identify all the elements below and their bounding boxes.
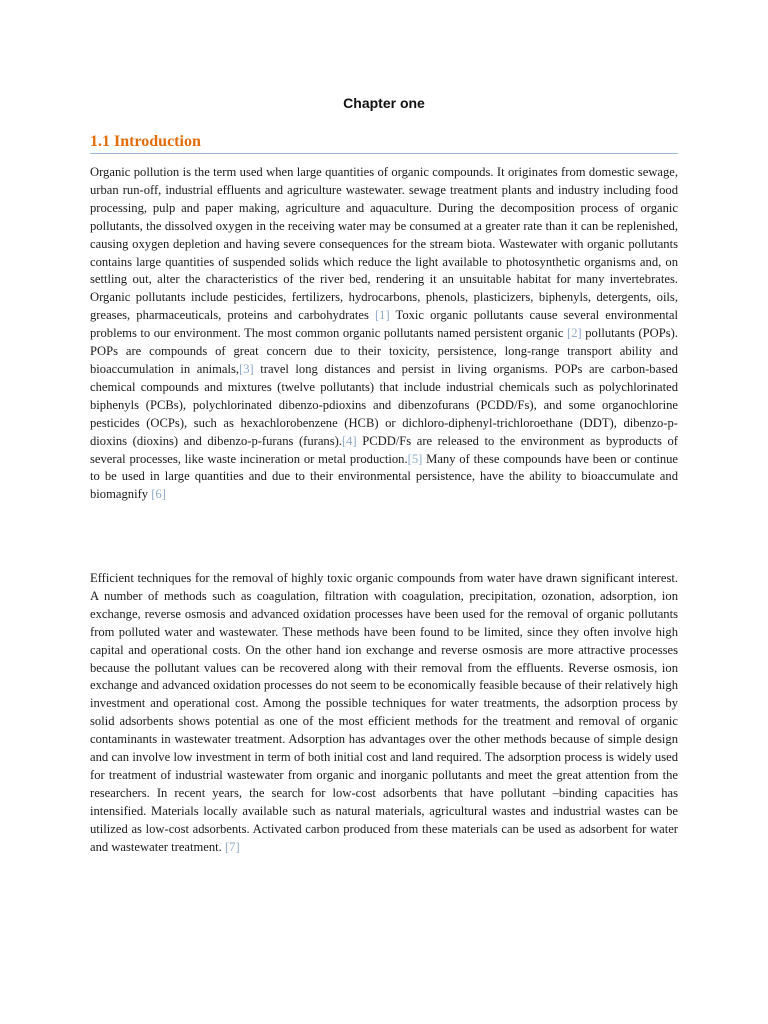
citation-link[interactable]: [1] bbox=[374, 308, 390, 323]
paragraph-1 bbox=[90, 164, 678, 504]
text-segment: travel long distances and persist in living organisms. POPs are carbon-based chemical compounds and mixtures (twelve pollutants) that include industrial chemicals such as polychlorinated biphenyls (PCBs), polychlorinated dibenzo-pdioxins and dibenzofurans (PCDD/Fs), and some organochlorine pesticides (OCPs), such as hexachlorobenzene (HCB) or dichloro-diphenyl-trichloroethane (DDT), dibenzo-p-dioxins (dioxins) and dibenzo-p-furans (furans). bbox=[90, 361, 678, 448]
text-segment: Efficient techniques for the removal of highly toxic organic compounds from water have drawn significant interest. A number of methods such as coagulation, filtration with coagulation, precipitation, ozonation, adsorption, ion exchange, reverse osmosis and advanced oxidation processes have been used for the removal of organic pollutants from polluted water and wastewater. These methods have been found to be limited, since they often involve high capital and operational costs. On the other hand ion exchange and reverse osmosis are more attractive processes because the pollutant values can be recovered along with their removal from the effluents. Reverse osmosis, ion exchange and advanced oxidation processes do not seem to be economically feasible because of their relatively high investment and operational cost. Among the possible techniques for water treatments, the adsorption process by solid adsorbents shows potential as one of the most efficient methods for the treatment and removal of organic contaminants in wastewater treatment. Adsorption has advantages over the other methods because of simple design and can involve low investment in term of both initial cost and land required. The adsorption process is widely used for treatment of industrial wastewater from organic and inorganic pollutants and meet the great attention from the researchers. In recent years, the search for low-cost adsorbents that have pollutant –binding capacities has intensified. Materials locally available such as natural materials, agricultural wastes and industrial wastes can be utilized as low-cost adsorbents. Activated carbon produced from these materials can be used as adsorbent for water and wastewater treatment. bbox=[90, 571, 678, 854]
text-segment: Toxic organic pollutants cause several environmental problems to our environment. The most common organic pollutants named persistent organic bbox=[90, 308, 679, 341]
citation-link[interactable]: [4] bbox=[341, 433, 357, 448]
citation-link[interactable]: [2] bbox=[567, 326, 582, 341]
citation-link[interactable]: [6] bbox=[151, 487, 166, 502]
paragraph-2 bbox=[90, 570, 678, 857]
chapter-title: Chapter one bbox=[343, 95, 425, 111]
text-segment: PCDD/Fs are released to the environment as byproducts of several processes, like waste incineration or metal production. bbox=[90, 433, 678, 466]
text-segment: pollutants (POPs). POPs are compounds of great concern due to their toxicity, persistence, long-range transport ability and bioaccumulation in animals, bbox=[90, 326, 678, 376]
text-segment: Organic pollution is the term used when large quantities of organic compounds. It originates from domestic sewage, urban run-off, industrial effluents and agriculture wastewater. sewage treatment plants and industry including food processing, pulp and paper making, agriculture and aquaculture. During the decomposition process of organic pollutants, the dissolved oxygen in the receiving water may be consumed at a greater rate than it can be replenished, causing oxygen depletion and having severe consequences for the stream biota. Wastewater with organic pollutants contains large quantities of suspended solids which reduce the light available to photosynthetic organisms and, on settling out, alter the characteristics of the river bed, rendering it an unsuitable habitat for many invertebrates. Organic pollutants include pesticides, fertilizers, hydrocarbons, phenols, plasticizers, biphenyls, detergents, oils, greases, pharmaceuticals, proteins and carbohydrates bbox=[90, 165, 678, 323]
text-segment: Many of these compounds have been or continue to be used in large quantities and due to their environmental persistence, have the ability to bioaccumulate and biomagnify bbox=[90, 451, 679, 502]
citation-link[interactable]: [5] bbox=[407, 451, 423, 466]
citation-link[interactable]: [3] bbox=[239, 361, 254, 376]
citation-link[interactable]: [7] bbox=[224, 839, 240, 854]
section-heading-text: 1.1 Introduction bbox=[90, 133, 201, 150]
section-heading bbox=[90, 133, 678, 154]
